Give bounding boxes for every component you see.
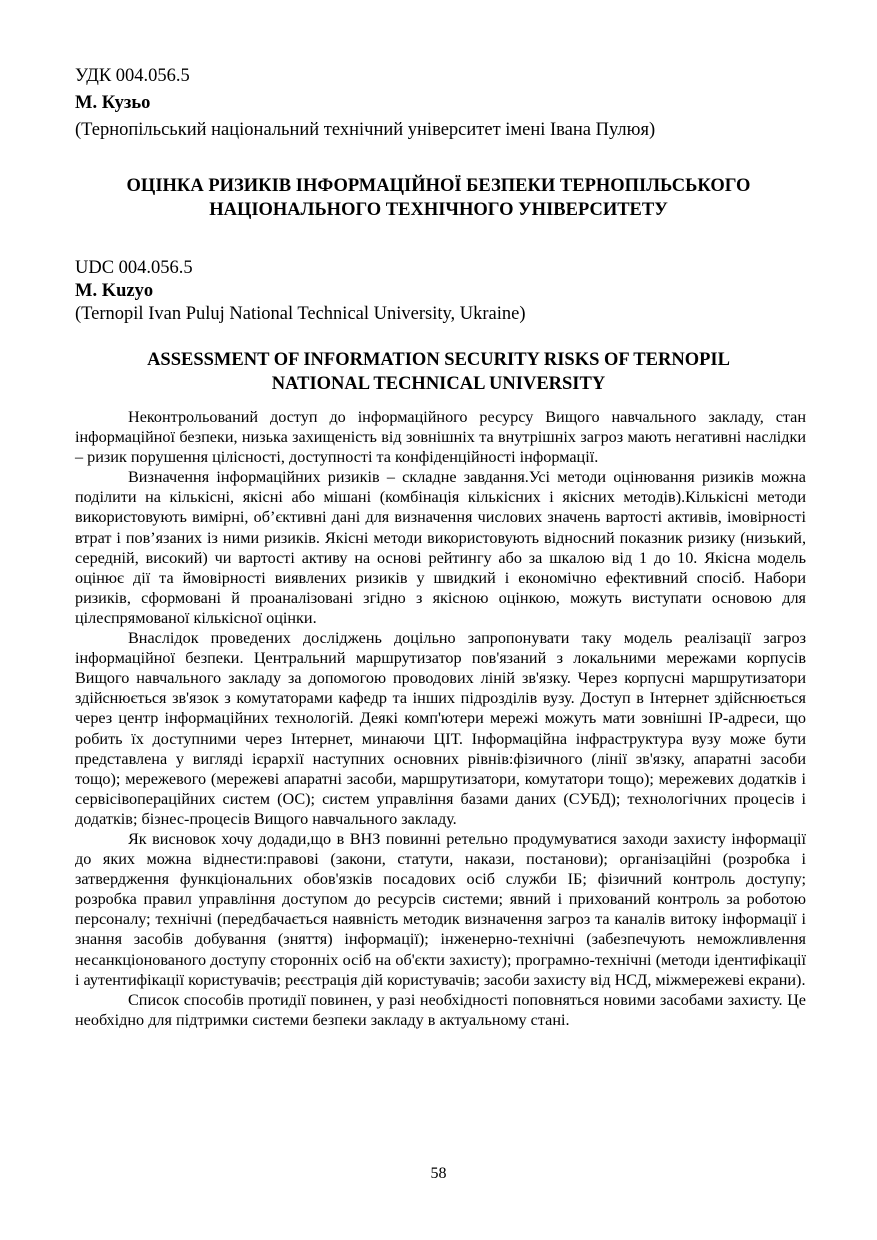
affiliation-en: (Ternopil Ivan Puluj National Technical University, Ukraine) [75, 304, 526, 324]
udc-ua: УДК 004.056.5 [75, 66, 190, 86]
title-en-line2: NATIONAL TECHNICAL UNIVERSITY [271, 374, 606, 394]
paragraph-1: Неконтрольований доступ до інформаційного ресурсу Вищого навчального закладу, стан інформаційної безпеки, низька захищеність від зовнішніх та внутрішніх загроз мають негативні наслідки – ризик порушення цілісності, доступності та конфіденційності інформації. [75, 408, 806, 467]
title-ua [0, 174, 877, 222]
paragraph-3: Внаслідок проведених досліджень доцільно запропонувати таку модель реалізації загроз інформаційної безпеки. Центральний маршрутизатор пов'язаний з локальними мережами корпусів Вищого навчального закладу за допомогою проводових ліній зв'язку. Через корпусні маршрутизатори здійснюється зв'язок з комутаторами кафедр та інших підрозділів вузу. Доступ в Інтернет здійснюється через центр інформаційних технологій. Деякі комп'ютери мережі можуть мати зовнішні IP-адреси, що робить їх доступними через Інтернет, минаючи ЦІТ. Інформаційна інфраструктура вузу може бути представлена у вигляді ієрархії наступних основних рівнів:фізичного (лінії зв'язку, апаратні засоби тощо); мережевого (мережеві апаратні засоби, маршрутизатори, комутатори тощо); мережевих додатків і сервісівопераційних систем (ОС); систем управління базами даних (СУБД); технологічних процесів і додатків; бізнес-процесів Вищого навчального закладу. [75, 629, 806, 828]
affiliation-ua: (Тернопільський національний технічний університет імені Івана Пулюя) [75, 120, 656, 140]
paragraph-5: Список способів протидії повинен, у разі необхідності поповняться новими засобами захисту. Це необхідно для підтримки системи безпеки закладу в актуальному стані. [75, 990, 806, 1029]
paragraph-4: Як висновок хочу додади,що в ВНЗ повинні ретельно продумуватися заходи захисту інформації до яких можна віднести:правові (закони, статути, накази, постанови); організаційні (розробка і затвердження функціональних обов'язків посадових осіб служби ІБ; фізичний контроль доступу; розробка правил управління доступом до ресурсів системи; явний і прихований контроль за роботою персоналу; технічні (передбачається наявність методик визначення загроз та каналів витоку інформації і знання засобів добування (зняття) інформації); інженерно-технічні (забезпечують неможливлення несанкціонованого доступу сторонніх осіб на об'єкти захисту); програмно-технічні (методи ідентифікації і аутентифікації користувачів; реєстрація дій користувачів; засоби захисту від НСД, міжмережеві екрани). [75, 829, 806, 989]
title-en [0, 348, 877, 396]
author-ua: М. Кузьо [75, 93, 151, 113]
paragraph-2: Визначення інформаційних ризиків – складне завдання.Усі методи оцінювання ризиків можна поділити на кількісні, якісні або мішані (комбінація кількісних і якісних методів).Кількісні методи використовують вимірні, об’єктивні дані для визначення числових значень вартості активів, імовірності втрат і пов’язаних із ними ризиків. Якісні методи використовують відносний показник ризику (низький, середній, високий) чи вартості активу на основі рейтингу або за шкалою від 1 до 10. Якісна модель оцінює дії та ймовірності виявлених ризиків у швидкий і економічно ефективний спосіб. Набори ризиків, сформовані й проаналізовані згідно з якісною оцінкою, можуть виступати основою для цілеспрямованої кількісної оцінки. [75, 468, 806, 627]
title-ua-line2: НАЦІОНАЛЬНОГО ТЕХНІЧНОГО УНІВЕРСИТЕТУ [209, 200, 668, 220]
title-en-line1: ASSESSMENT OF INFORMATION SECURITY RISKS OF TERNOPIL [147, 350, 730, 370]
udc-en: UDC 004.056.5 [75, 258, 193, 278]
body-text [75, 407, 806, 1030]
author-en: M. Kuzyo [75, 281, 154, 301]
page-number: 58 [430, 1165, 447, 1182]
title-ua-line1: ОЦІНКА РИЗИКІВ ІНФОРМАЦІЙНОЇ БЕЗПЕКИ ТЕРНОПІЛЬСЬКОГО [126, 176, 751, 196]
